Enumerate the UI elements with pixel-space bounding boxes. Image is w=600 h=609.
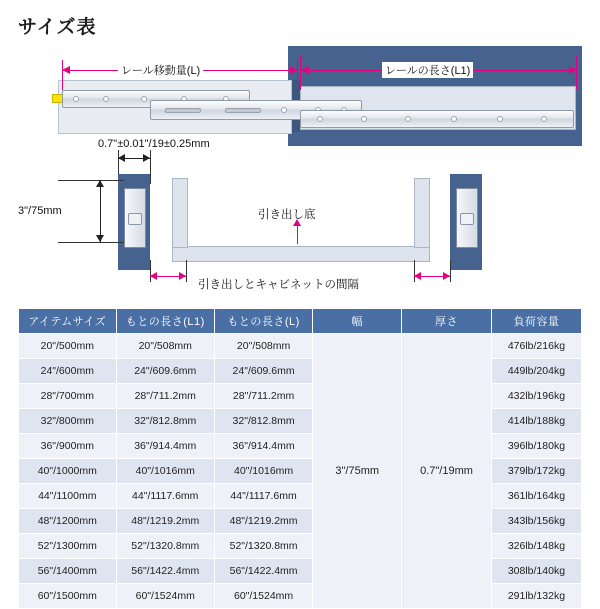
col-width: 幅 <box>313 309 402 334</box>
drawer-bottom-pointer <box>297 226 298 244</box>
dimension-gap-left <box>150 276 186 277</box>
table-row <box>19 534 582 559</box>
cell-length-l1: 40"/1016mm <box>116 459 214 484</box>
cell-item-size: 52"/1300mm <box>19 534 117 559</box>
col-length-l: もとの長さ(L) <box>214 309 312 334</box>
cell-length-l: 28"/711.2mm <box>214 384 312 409</box>
table-row <box>19 384 582 409</box>
dimension-height-label: 3"/75mm <box>18 205 62 217</box>
rail-profile-left <box>124 188 146 248</box>
dimension-gap-right <box>414 276 450 277</box>
table-row <box>19 334 582 359</box>
cell-length-l: 20"/508mm <box>214 334 312 359</box>
tick-travel-right <box>297 60 298 92</box>
dimension-length-label: レールの長さ(L1) <box>382 62 473 78</box>
cell-item-size: 28"/700mm <box>19 384 117 409</box>
drawer-side-right <box>414 178 430 248</box>
cell-item-size: 56"/1400mm <box>19 559 117 584</box>
cell-length-l: 56"/1422.4mm <box>214 559 312 584</box>
cell-item-size: 44"/1100mm <box>19 484 117 509</box>
cell-load-capacity: 379lb/172kg <box>491 459 581 484</box>
cell-load-capacity: 432lb/196kg <box>491 384 581 409</box>
drawer-bottom-panel <box>172 246 430 262</box>
cell-length-l1: 44"/1117.6mm <box>116 484 214 509</box>
cell-length-l1: 48"/1219.2mm <box>116 509 214 534</box>
cell-length-l: 52"/1320.8mm <box>214 534 312 559</box>
drawer-side-left <box>172 178 188 248</box>
cell-length-l: 32"/812.8mm <box>214 409 312 434</box>
table-body <box>19 334 582 609</box>
guide-height-bottom <box>58 242 124 243</box>
cell-width-merged: 3"/75mm <box>313 334 402 609</box>
diagram-cross-section <box>0 138 600 295</box>
table-row <box>19 484 582 509</box>
cell-load-capacity: 291lb/132kg <box>491 584 581 609</box>
table-row <box>19 409 582 434</box>
cell-length-l1: 52"/1320.8mm <box>116 534 214 559</box>
cell-thickness-merged: 0.7"/19mm <box>402 334 492 609</box>
cell-item-size: 32"/800mm <box>19 409 117 434</box>
cell-item-size: 24"/600mm <box>19 359 117 384</box>
cell-load-capacity: 476lb/216kg <box>491 334 581 359</box>
drawer-bottom-label: 引き出し底 <box>258 209 316 221</box>
guide-height-top <box>58 180 124 181</box>
cell-length-l1: 24"/609.6mm <box>116 359 214 384</box>
cell-length-l: 24"/609.6mm <box>214 359 312 384</box>
page-title: サイズ表 <box>18 17 97 38</box>
cell-length-l: 48"/1219.2mm <box>214 509 312 534</box>
cell-length-l1: 36"/914.4mm <box>116 434 214 459</box>
cell-length-l: 40"/1016mm <box>214 459 312 484</box>
dimension-gap-label: 引き出しとキャビネットの間隔 <box>198 279 359 291</box>
col-item-size: アイテムサイズ <box>19 309 117 334</box>
table-row <box>19 584 582 609</box>
guide-thickness-right <box>150 150 151 184</box>
cell-item-size: 36"/900mm <box>19 434 117 459</box>
dimension-thickness-label: 0.7"±0.01"/19±0.25mm <box>98 138 210 150</box>
cell-length-l1: 32"/812.8mm <box>116 409 214 434</box>
rail-profile-right <box>456 188 478 248</box>
tick-travel-left <box>62 60 63 90</box>
cell-load-capacity: 343lb/156kg <box>491 509 581 534</box>
cell-item-size: 48"/1200mm <box>19 509 117 534</box>
cell-item-size: 40"/1000mm <box>19 459 117 484</box>
size-table <box>18 308 582 609</box>
col-length-l1: もとの長さ(L1) <box>116 309 214 334</box>
rail-member-outer <box>300 110 574 128</box>
cell-load-capacity: 326lb/148kg <box>491 534 581 559</box>
table-row <box>19 559 582 584</box>
cell-load-capacity: 414lb/188kg <box>491 409 581 434</box>
guide-gap-left-b <box>186 260 187 282</box>
cell-load-capacity: 449lb/204kg <box>491 359 581 384</box>
cell-length-l1: 56"/1422.4mm <box>116 559 214 584</box>
cell-length-l: 44"/1117.6mm <box>214 484 312 509</box>
table-row <box>19 459 582 484</box>
table-row <box>19 434 582 459</box>
table-row <box>19 359 582 384</box>
cell-length-l1: 28"/711.2mm <box>116 384 214 409</box>
diagram-extended-rail <box>0 38 600 143</box>
dimension-travel-label: レール移動量(L) <box>118 62 203 78</box>
cell-load-capacity: 308lb/140kg <box>491 559 581 584</box>
cell-load-capacity: 361lb/164kg <box>491 484 581 509</box>
cell-length-l1: 60"/1524mm <box>116 584 214 609</box>
dimension-thickness-arrow <box>118 158 150 159</box>
col-load: 負荷容量 <box>491 309 581 334</box>
cell-item-size: 20"/500mm <box>19 334 117 359</box>
guide-gap-right-b <box>450 260 451 282</box>
cell-item-size: 60"/1500mm <box>19 584 117 609</box>
cell-length-l1: 20"/508mm <box>116 334 214 359</box>
cell-length-l: 36"/914.4mm <box>214 434 312 459</box>
table-header-row <box>19 309 582 334</box>
col-thickness: 厚さ <box>402 309 492 334</box>
table-row <box>19 509 582 534</box>
dimension-height-arrow <box>100 180 101 242</box>
cell-length-l: 60"/1524mm <box>214 584 312 609</box>
cell-load-capacity: 396lb/180kg <box>491 434 581 459</box>
